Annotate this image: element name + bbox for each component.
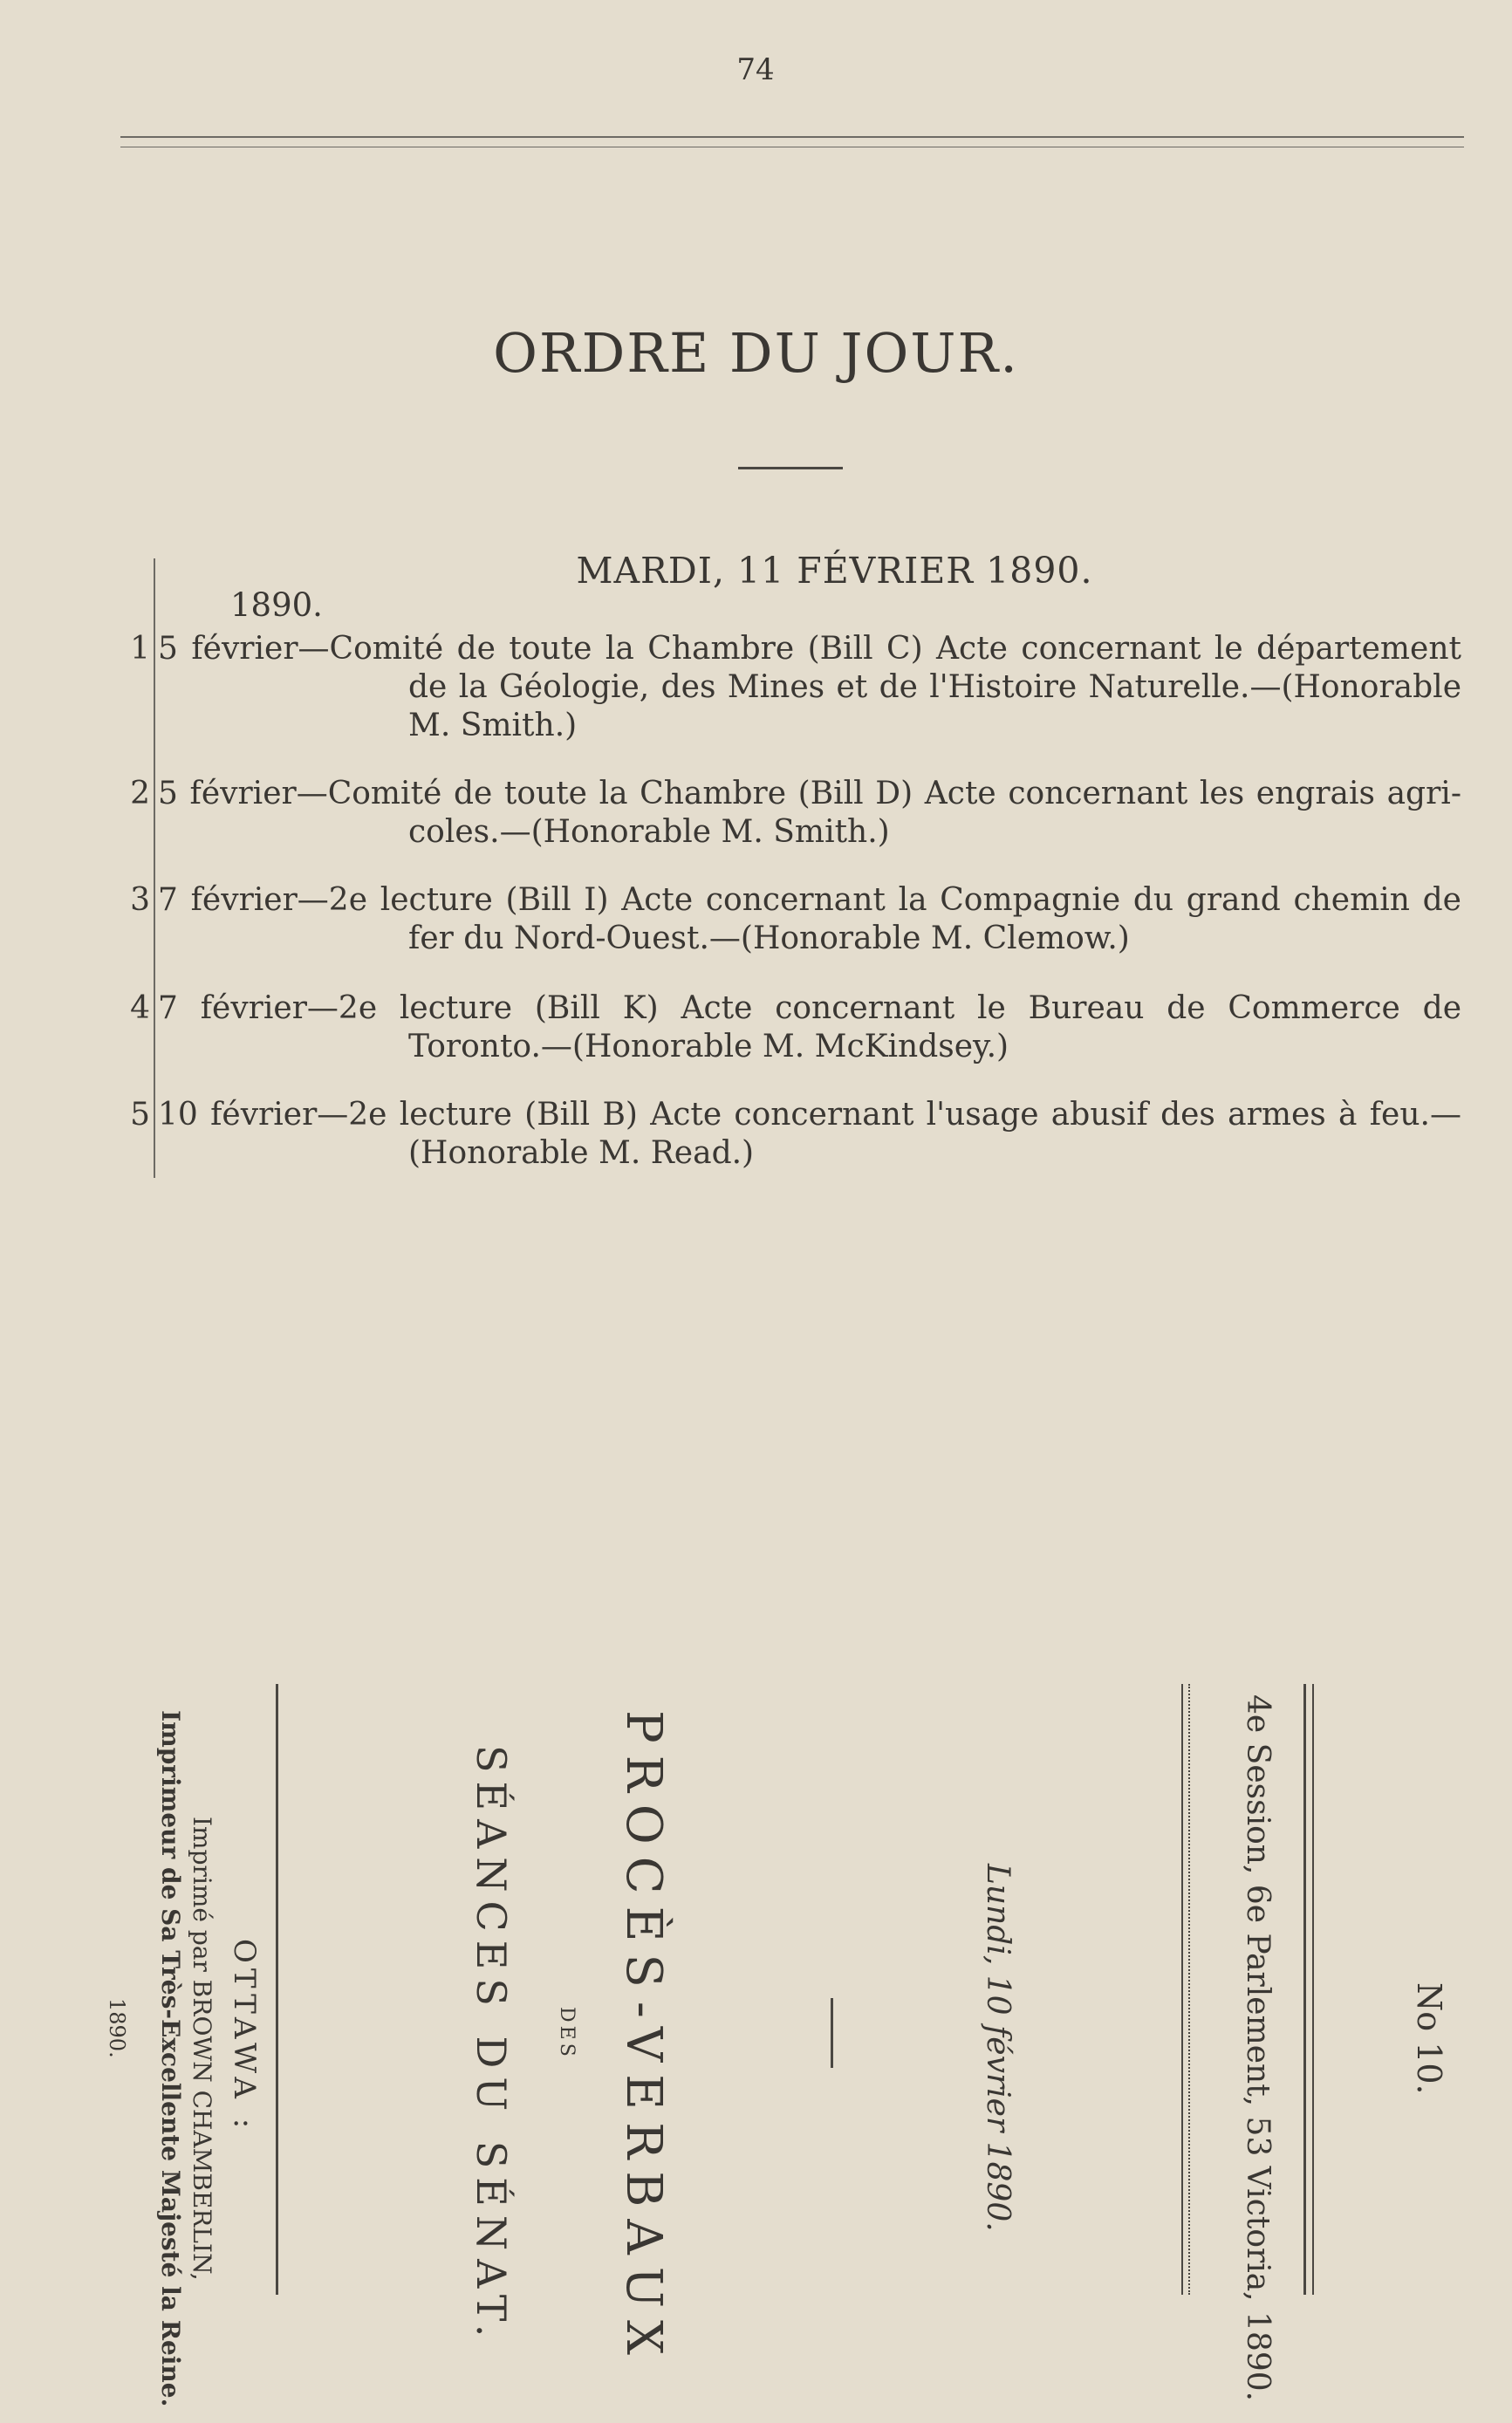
item-continuation: coles.—(Honorable M. Smith.) — [408, 814, 890, 850]
item-continuation: (Honorable M. Read.) — [408, 1135, 755, 1171]
item-number: 1 — [130, 631, 150, 667]
cover-year: 1890. — [105, 1998, 129, 2058]
item-number: 4 — [130, 990, 150, 1026]
cover-rule — [1181, 1684, 1183, 2295]
item-first-line: 7 février—2e lecture (Bill I) Acte concernant la Compagnie du grand chemin de — [158, 882, 1461, 918]
cover-printer-line2: Imprimeur de Sa Très-Excellente Majesté la Reine. — [156, 1710, 185, 2407]
cover-title-sub: SÉANCES DU SÉNAT. — [468, 1745, 515, 2346]
item-first-line: 7 février—2e lecture (Bill K) Acte concernant le Bureau de Commerce de — [158, 990, 1461, 1026]
item-continuation: Toronto.—(Honorable M. McKindsey.) — [408, 1029, 1009, 1064]
cover-session: 4e Session, 6e Parlement, 53 Victoria, 1890. — [1240, 1694, 1276, 2402]
item-number: 2 — [130, 776, 150, 811]
title-underline — [738, 467, 843, 469]
item-number: 5 — [130, 1097, 150, 1133]
cover-number: No 10. — [1410, 1982, 1448, 2095]
cover-title-des: DES — [556, 2007, 578, 2060]
top-rule — [120, 136, 1464, 138]
item-continuation: M. Smith.) — [408, 708, 578, 743]
margin-line — [154, 558, 155, 1178]
page-number: 74 — [736, 52, 775, 87]
item-first-line: 5 février—Comité de toute la Chambre (Bill D) Acte concernant les engrais agri- — [158, 776, 1461, 811]
cover-city: OTTAWA : — [227, 1939, 262, 2134]
item-continuation: fer du Nord-Ouest.—(Honorable M. Clemow.) — [408, 921, 1130, 956]
item-continuation: de la Géologie, des Mines et de l'Histoire Naturelle.—(Honorable — [408, 669, 1461, 705]
date-heading: MARDI, 11 FÉVRIER 1890. — [576, 550, 1093, 592]
item-first-line: 5 février—Comité de toute la Chambre (Bill C) Acte concernant le département — [158, 631, 1461, 667]
cover-title-main: PROCÈS-VERBAUX — [615, 1710, 672, 2367]
year-label: 1890. — [230, 586, 323, 624]
cover-rule-dotted — [1188, 1684, 1190, 2295]
item-first-line: 10 février—2e lecture (Bill B) Acte concernant l'usage abusif des armes à feu.— — [158, 1097, 1461, 1133]
order-title: ORDRE DU JOUR. — [493, 321, 1019, 385]
cover-short-rule — [831, 1998, 833, 2068]
cover-printer-line1: Imprimé par BROWN CHAMBERLIN, — [188, 1817, 216, 2281]
cover-double-rule — [1303, 1684, 1306, 2295]
cover-date: Lundi, 10 février 1890. — [980, 1864, 1016, 2232]
item-number: 3 — [130, 882, 150, 918]
cover-double-rule-inner — [1312, 1684, 1314, 2295]
cover-rule-left — [276, 1684, 278, 2295]
